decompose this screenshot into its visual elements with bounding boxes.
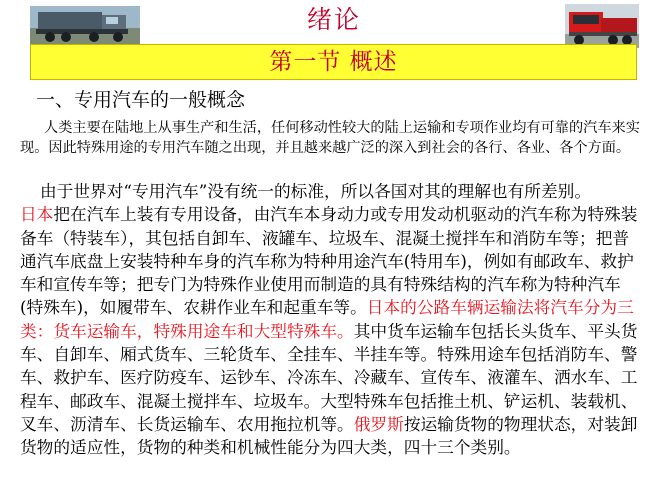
section-title-bar: 第一节 概述 bbox=[30, 44, 637, 80]
standards-sentence: 由于世界对“专用汽车”没有统一的标准，所以各国对其的理解也有所差别。 bbox=[40, 181, 592, 201]
japan-law-highlight: 日本的公路车辆运输法将汽车分为三类：货车运输车，特殊用途车和大型特殊车。 bbox=[20, 297, 634, 341]
japan-classification-text: 把在汽车上装有专用设备，由汽车本身动力或专用发动机驱动的汽车称为特殊装备车（特装车），其包括自卸车、液罐车、垃圾车、混凝土搅拌车和消防车等；把普通汽车底盘上安装特种车身的汽车称为特种用途汽车(特用车)，例如有邮政车、救护车和宣传车等；把专门为特殊作业使用而制造的具有特殊结构的汽车称为特种汽车(特殊车)，如履带车、农耕作业车和起重车等。 bbox=[20, 204, 638, 318]
subsection-heading: 一、专用汽车的一般概念 bbox=[36, 89, 246, 111]
japan-label: 日本 bbox=[20, 204, 54, 225]
page-title: 绪论 bbox=[306, 5, 361, 34]
russia-label: 俄罗斯 bbox=[353, 413, 404, 434]
russia-classification-text: 按运输货物的物理状态，对装卸货物的适应性，货物的种类和机械性能分为四大类，四十三个类别。 bbox=[20, 413, 638, 458]
definition-paragraph bbox=[20, 180, 640, 460]
category-detail-text: 其中货车运输车包括长头货车、平头货车、自卸车、厢式货车、三轮货车、全挂车、半挂车等。特殊用途车包括消防车、警车、救护车、医疗防疫车、运钞车、冷冻车、冷藏车、宣传车、液灌车、洒水车、工程车、邮政车、混凝土搅拌车、垃圾车。大型特殊车包括推土机、铲运机、装载机、叉车、沥清车、长货运输车、农用拖拉机等。 bbox=[20, 320, 638, 434]
intro-paragraph: 人类主要在陆地上从事生产和生活，任何移动性较大的陆上运输和专项作业均有可靠的汽车来实现。因此特殊用途的专用汽车随之出现，并且越来越广泛的深入到社会的各行、各业、各个方面。 bbox=[20, 120, 640, 156]
